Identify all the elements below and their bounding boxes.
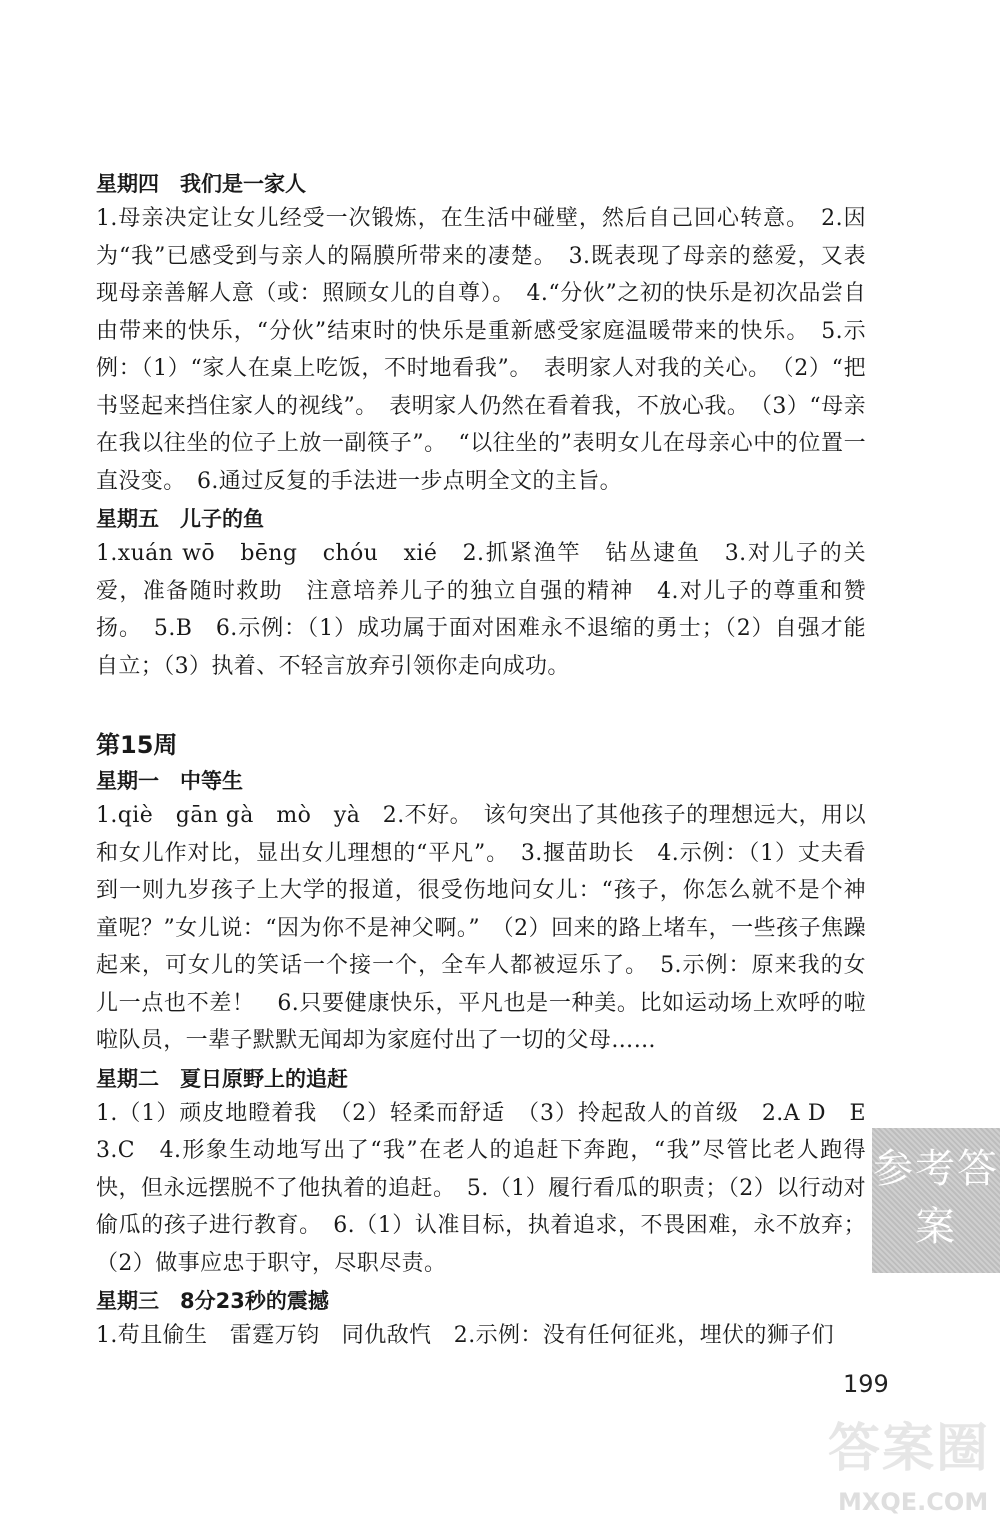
section-heading-wednesday: 星期三 8分23秒的震撼	[96, 1289, 329, 1313]
site-watermark	[800, 1400, 990, 1520]
section-body-monday: 1.qiè gān gà mò yà 2.不好。 该句突出了其他孩子的理想远大，用以和女儿作对比，显出女儿理想的“平凡”。 3.揠苗助长 4.示例：（1）丈夫看到一则九岁孩子上大学的报道，很受伤地问女儿：“孩子，你怎么就不是个神童呢？”女儿说：“因为你不是神父啊。” （2）回来的路上堵车，一些孩子焦躁起来，可女儿的笑话一个接一个，全车人都被逗乐了。 5.示例：原来我的女儿一点也不差！ 6.只要健康快乐，平凡也是一种美。比如运动场上欢呼的啦啦队员，一辈子默默无闻却为家庭付出了一切的父母……	[96, 803, 866, 1053]
answer-side-tab: 参考答案	[872, 1128, 1000, 1273]
section-heading-friday: 星期五 儿子的鱼	[96, 507, 264, 531]
watermark-url: MXQE.COM	[838, 1488, 989, 1516]
section-heading-thursday: 星期四 我们是一家人	[96, 172, 306, 196]
week-title: 第15周	[96, 731, 178, 759]
answer-page-content	[96, 168, 889, 1358]
page-number: 199	[843, 1370, 889, 1398]
section-heading-tuesday: 星期二 夏日原野上的追赶	[96, 1066, 348, 1091]
section-body-tuesday: 1.（1）顽皮地瞪着我 （2）轻柔而舒适 （3）拎起敌人的首级 2.A D E 3.C 4.形象生动地写出了“我”在老人的追赶下奔跑，“我”尽管比老人跑得快，但永远摆脱不了他执着的追赶。 5.（1）履行看瓜的职责；（2）以行动对偷瓜的孩子进行教育。 6.（1）认准目标，执着追求，不畏困难，永不放弃；（2）做事应忠于职守，尽职尽责。	[96, 1100, 889, 1276]
section-body-wednesday: 1.苟且偷生 雷霆万钧 同仇敌忾 2.示例：没有任何征兆，埋伏的狮子们	[96, 1323, 834, 1348]
section-heading-monday: 星期一 中等生	[96, 769, 243, 793]
section-body-thursday: 1.母亲决定让女儿经受一次锻炼，在生活中碰壁，然后自己回心转意。 2.因为“我”已感受到与亲人的隔膜所带来的凄楚。 3.既表现了母亲的慈爱，又表现母亲善解人意（或：照顾女儿的自尊）。 4.“分伙”之初的快乐是初次品尝自由带来的快乐，“分伙”结束时的快乐是重新感受家庭温暖带来的快乐。 5.示例：（1）“家人在桌上吃饭，不时地看我”。 表明家人对我的关心。 （2）“把书竖起来挡住家人的视线”。 表明家人仍然在看着我，不放心我。 （3）“母亲在我以往坐的位子上放一副筷子”。 “以往坐的”表明女儿在母亲心中的位置一直没变。 6.通过反复的手法进一步点明全文的主旨。	[96, 206, 866, 494]
section-body-friday: 1.xuán wō bēng chóu xié 2.抓紧渔竿 钻丛逮鱼 3.对儿子的关爱，准备随时救助 注意培养儿子的独立自强的精神 4.对儿子的尊重和赞扬。 5.B 6.示例：（1）成功属于面对困难永不退缩的勇士；（2）自强才能自立；（3）执着、不轻言放弃引领你走向成功。	[96, 541, 866, 679]
watermark-title: 答案圈	[828, 1419, 991, 1479]
